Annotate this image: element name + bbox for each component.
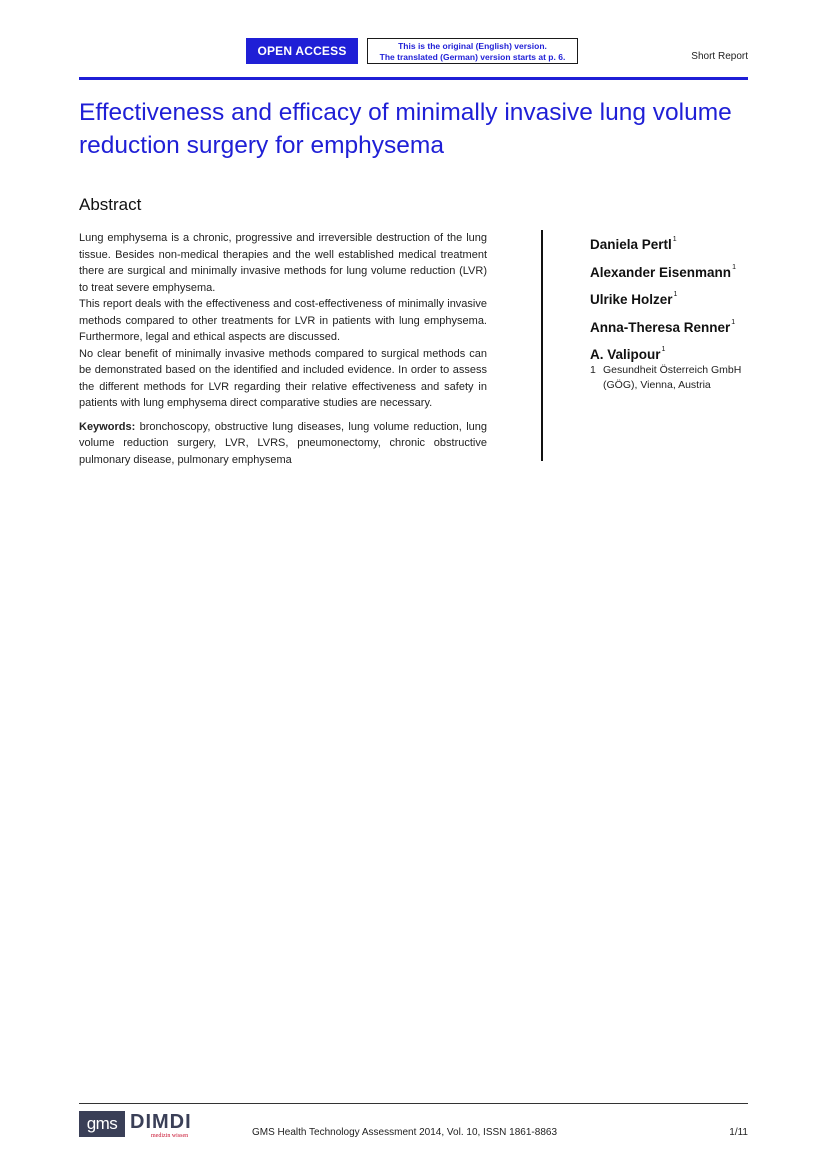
version-note-line-1: This is the original (English) version. bbox=[398, 41, 547, 51]
keywords-list: bronchoscopy, obstructive lung diseases, lung volume reduction, lung volume reduction surgery, LVR, LVRS, pneumonectomy, chronic obstructive pulmonary disease, pulmonary emphysema bbox=[79, 420, 487, 466]
version-note-line-2: The translated (German) version starts at p. 6. bbox=[379, 52, 566, 62]
header-divider bbox=[79, 77, 748, 80]
column-divider bbox=[541, 230, 543, 461]
dimdi-logo bbox=[129, 1109, 199, 1139]
abstract-paragraph: No clear benefit of minimally invasive methods compared to surgical methods can be demonstrated based on the identified and included evidence. In order to assess the different methods for LVR regarding their relative effectiveness and safety in patients with lung emphysema direct comparative studies are necessary. bbox=[79, 347, 487, 409]
author bbox=[590, 257, 760, 285]
author-name: Anna-Theresa Renner bbox=[590, 319, 731, 335]
dimdi-logo-text: DIMDI bbox=[130, 1111, 192, 1133]
author-name: A. Valipour bbox=[590, 347, 661, 362]
author-affiliation-mark: 1 bbox=[673, 291, 678, 298]
author-affiliation-mark: 1 bbox=[661, 346, 666, 353]
author-affiliation-mark: 1 bbox=[731, 318, 736, 326]
author bbox=[590, 229, 760, 257]
open-access-badge: OPEN ACCESS bbox=[246, 38, 358, 64]
author-affiliation-mark: 1 bbox=[732, 263, 736, 271]
affiliation-number: 1 bbox=[590, 364, 596, 376]
report-type-label: Short Report bbox=[691, 51, 748, 62]
article-title: Effectiveness and efficacy of minimally invasive lung volume reduction surgery for emphysema bbox=[79, 99, 732, 159]
keywords-label: Keywords: bbox=[79, 420, 136, 433]
abstract-paragraph: This report deals with the effectiveness and cost-effectiveness of minimally invasive methods compared to other treatments for LVR in patients with lung emphysema. Furthermore, legal and ethical aspects are discussed. bbox=[79, 298, 487, 343]
author-name: Ulrike Holzer bbox=[590, 292, 673, 307]
author bbox=[590, 284, 760, 312]
dimdi-logo-tagline: medizin wissen bbox=[151, 1133, 189, 1139]
gms-logo: gms bbox=[79, 1111, 125, 1137]
author bbox=[590, 312, 760, 340]
author-affiliation-mark: 1 bbox=[672, 236, 677, 243]
abstract-heading: Abstract bbox=[79, 195, 142, 214]
page-number: 1/11 bbox=[729, 1127, 748, 1138]
author-name: Daniela Pertl bbox=[590, 237, 672, 252]
version-note bbox=[367, 38, 578, 64]
keywords bbox=[79, 419, 487, 469]
abstract-body bbox=[79, 230, 487, 468]
author-name: Alexander Eisenmann bbox=[590, 264, 732, 280]
affiliation bbox=[590, 363, 755, 392]
affiliation-text: Gesundheit Österreich GmbH (GÖG), Vienna, Austria bbox=[603, 364, 742, 391]
author-list bbox=[590, 229, 760, 367]
footer-citation: GMS Health Technology Assessment 2014, Vol. 10, ISSN 1861-8863 bbox=[252, 1127, 557, 1138]
abstract-paragraph: Lung emphysema is a chronic, progressive and irreversible destruction of the lung tissue. Besides non-medical therapies and the well established medical treatment there are surgical and minimally invasive methods for lung volume reduction (LVR) to treat severe emphysema. bbox=[79, 232, 487, 294]
footer-divider bbox=[79, 1103, 748, 1104]
